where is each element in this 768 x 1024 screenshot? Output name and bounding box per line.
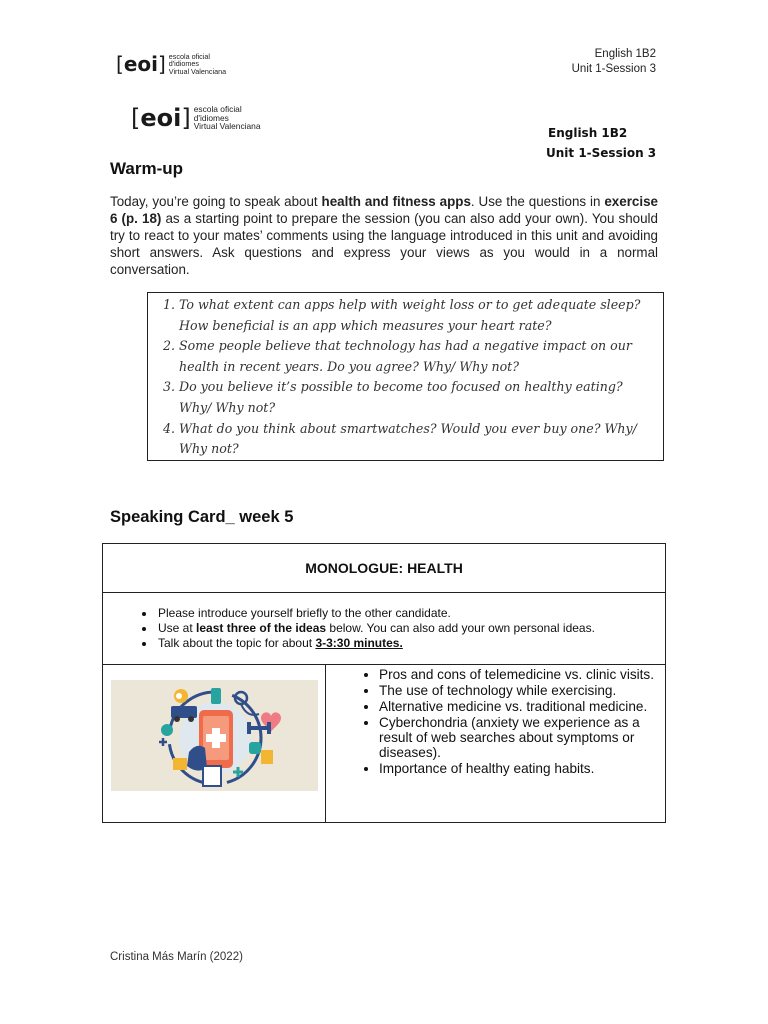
ideas-list [326, 667, 665, 776]
logo-mark: [eoi] [131, 104, 191, 132]
logo-mark: [eoi] [116, 52, 166, 76]
header-course: English 1B2 [548, 126, 628, 140]
card-instructions [103, 593, 665, 665]
idea-item: • The use of technology while exercising. [379, 683, 665, 698]
instruction-item: • Talk about the topic for about 3-3:30 minutes. [156, 636, 665, 651]
instruction-item: • Please introduce yourself briefly to the other candidate. [156, 606, 665, 621]
idea-item: • Importance of healthy eating habits. [379, 761, 665, 776]
illustration-cell [103, 665, 326, 822]
footer-author: Cristina Más Marín (2022) [110, 951, 243, 963]
health-apps-illustration [111, 680, 318, 791]
logo-text: escola oficial d'idiomes Virtual Valenciana [193, 103, 261, 132]
card-title: MONOLOGUE: HEALTH [103, 544, 665, 593]
instruction-item: • Use at least three of the ideas below. You can also add your own personal ideas. [156, 621, 665, 636]
school-logo-large [131, 104, 260, 132]
question-item: 4. What do you think about smartwatches? Would you ever buy one? Why/ Why not? [179, 419, 655, 460]
header-unit: Unit 1-Session 3 [571, 63, 656, 75]
question-item: 3. Do you believe it’s possible to become too focused on healthy eating? Why/ Why not? [179, 377, 655, 418]
question-item: 2. Some people believe that technology has had a negative impact on our health in recent years. Do you agree? Why/ Why not? [179, 336, 655, 377]
header-unit: Unit 1-Session 3 [546, 146, 657, 160]
warmup-heading: Warm-up [110, 159, 184, 178]
ideas-cell [326, 665, 665, 822]
questions-list [148, 293, 663, 460]
page-header-small [572, 47, 656, 77]
idea-item: • Pros and cons of telemedicine vs. clinic visits. [379, 667, 665, 682]
header-course: English 1B2 [594, 48, 656, 60]
logo-text: escola oficial d'idiomes Virtual Valenciana [168, 51, 227, 76]
idea-item: • Cyberchondria (anxiety we experience as a result of web searches about symptoms or diseases). [379, 715, 665, 760]
idea-item: • Alternative medicine vs. traditional medicine. [379, 699, 665, 714]
speaking-card [102, 543, 666, 823]
page-header-bold [546, 123, 656, 163]
warmup-intro: Today, you’re going to speak about health and fitness apps. Use the questions in exercise 6 (p. 18) as a starting point to prepare the session (you can also add your own). You should try to react to your mates’ comments using the language introduced in this unit and avoiding short answers. Ask questions and express your views as you would in a normal conversation. [110, 194, 658, 277]
question-item: 1. To what extent can apps help with weight loss or to get adequate sleep? How beneficial is an app which measures your heart rate? [179, 295, 655, 336]
questions-box [147, 292, 664, 461]
school-logo-small [116, 52, 226, 76]
speaking-card-heading: Speaking Card_ week 5 [110, 508, 294, 526]
